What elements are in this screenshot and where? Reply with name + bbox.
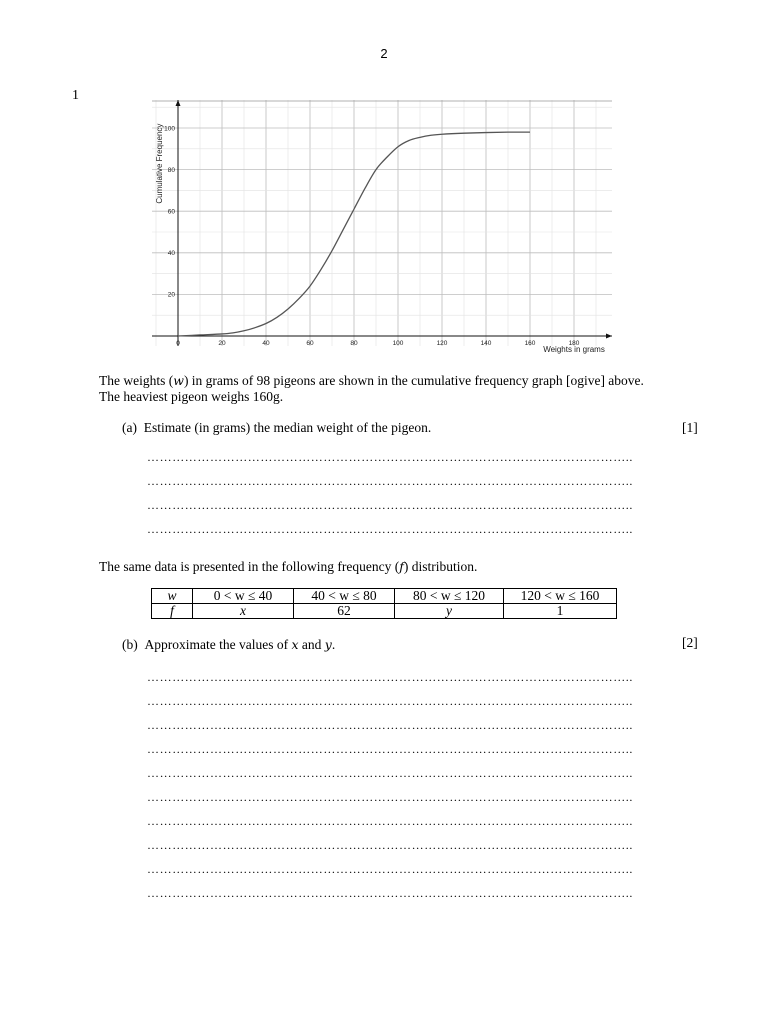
y-tick-label: 60	[167, 208, 175, 216]
chart-ticks	[164, 125, 580, 347]
part-a-text: Estimate (in grams) the median weight of the pigeon.	[143, 420, 432, 435]
part-b-label: (b)	[122, 637, 138, 652]
chart-grid	[152, 100, 612, 346]
cumulative-frequency-chart	[140, 96, 620, 358]
answer-line-b1[interactable]: ……………………………………………………………………………………………………..	[147, 670, 633, 684]
x-tick-label: 20	[218, 340, 226, 347]
answer-line-b5[interactable]: ……………………………………………………………………………………………………..	[147, 766, 633, 780]
intro-line-1: The weights (w) in grams of 98 pigeons are shown in the cumulative frequency graph [ogive] above.	[99, 373, 644, 388]
x-tick-label: 80	[350, 340, 358, 347]
part-a-question	[122, 420, 431, 436]
part-a-label: (a)	[122, 420, 137, 435]
page-number: 2	[380, 46, 388, 61]
x-axis-label: Weights in grams	[543, 345, 605, 354]
frequency-table	[151, 588, 617, 619]
table-cell: f	[152, 604, 193, 619]
same-data-text: The same data is presented in the following frequency (f) distribution.	[99, 559, 478, 574]
table-cell: 40 < w ≤ 80	[294, 589, 395, 604]
answer-line-a2[interactable]: ……………………………………………………………………………………………………..	[147, 474, 633, 488]
answer-line-b7[interactable]: ……………………………………………………………………………………………………..	[147, 814, 633, 828]
x-tick-label: 140	[480, 340, 492, 347]
y-tick-label: 100	[164, 125, 175, 133]
y-tick-label: 40	[167, 250, 175, 258]
answer-line-b4[interactable]: ……………………………………………………………………………………………………..	[147, 742, 633, 756]
table-cell: 80 < w ≤ 120	[395, 589, 504, 604]
answer-line-b6[interactable]: ……………………………………………………………………………………………………..	[147, 790, 633, 804]
x-tick-label: 0	[176, 340, 180, 347]
table-row	[152, 604, 617, 619]
answer-line-b3[interactable]: ……………………………………………………………………………………………………..	[147, 718, 633, 732]
y-axis-label: Cumulative Frequency	[155, 123, 164, 204]
part-b-question: (b) Approximate the values of x and y.	[122, 637, 336, 652]
table-cell: 62	[294, 604, 395, 619]
table-cell: 1	[504, 604, 617, 619]
answer-line-b9[interactable]: ……………………………………………………………………………………………………..	[147, 862, 633, 876]
table-cell: 120 < w ≤ 160	[504, 589, 617, 604]
table-cell: y	[395, 604, 504, 619]
x-tick-label: 120	[436, 340, 448, 347]
answer-line-a4[interactable]: ……………………………………………………………………………………………………..	[147, 522, 633, 536]
y-tick-label: 20	[167, 291, 175, 299]
y-tick-label: 80	[167, 166, 175, 174]
table-cell: x	[193, 604, 294, 619]
intro-line-2: The heaviest pigeon weighs 160g.	[99, 389, 284, 404]
part-b-marks: [2]	[682, 635, 698, 650]
answer-line-b2[interactable]: ……………………………………………………………………………………………………..	[147, 694, 633, 708]
x-tick-label: 180	[568, 340, 580, 347]
x-tick-label: 160	[524, 340, 536, 347]
answer-line-b10[interactable]: ……………………………………………………………………………………………………..	[147, 886, 633, 900]
table-row	[152, 589, 617, 604]
x-tick-label: 60	[306, 340, 314, 347]
table-cell: w	[152, 589, 193, 604]
x-axis-arrow	[606, 334, 612, 339]
chart-axes	[152, 100, 612, 346]
answer-line-a3[interactable]: ……………………………………………………………………………………………………..	[147, 498, 633, 512]
answer-line-a1[interactable]: ……………………………………………………………………………………………………..	[147, 450, 633, 464]
part-a-marks: [1]	[682, 420, 698, 435]
x-tick-label: 40	[262, 340, 270, 347]
table-cell: 0 < w ≤ 40	[193, 589, 294, 604]
answer-line-b8[interactable]: ……………………………………………………………………………………………………..	[147, 838, 633, 852]
question-number: 1	[72, 88, 79, 103]
x-tick-label: 100	[392, 340, 404, 347]
